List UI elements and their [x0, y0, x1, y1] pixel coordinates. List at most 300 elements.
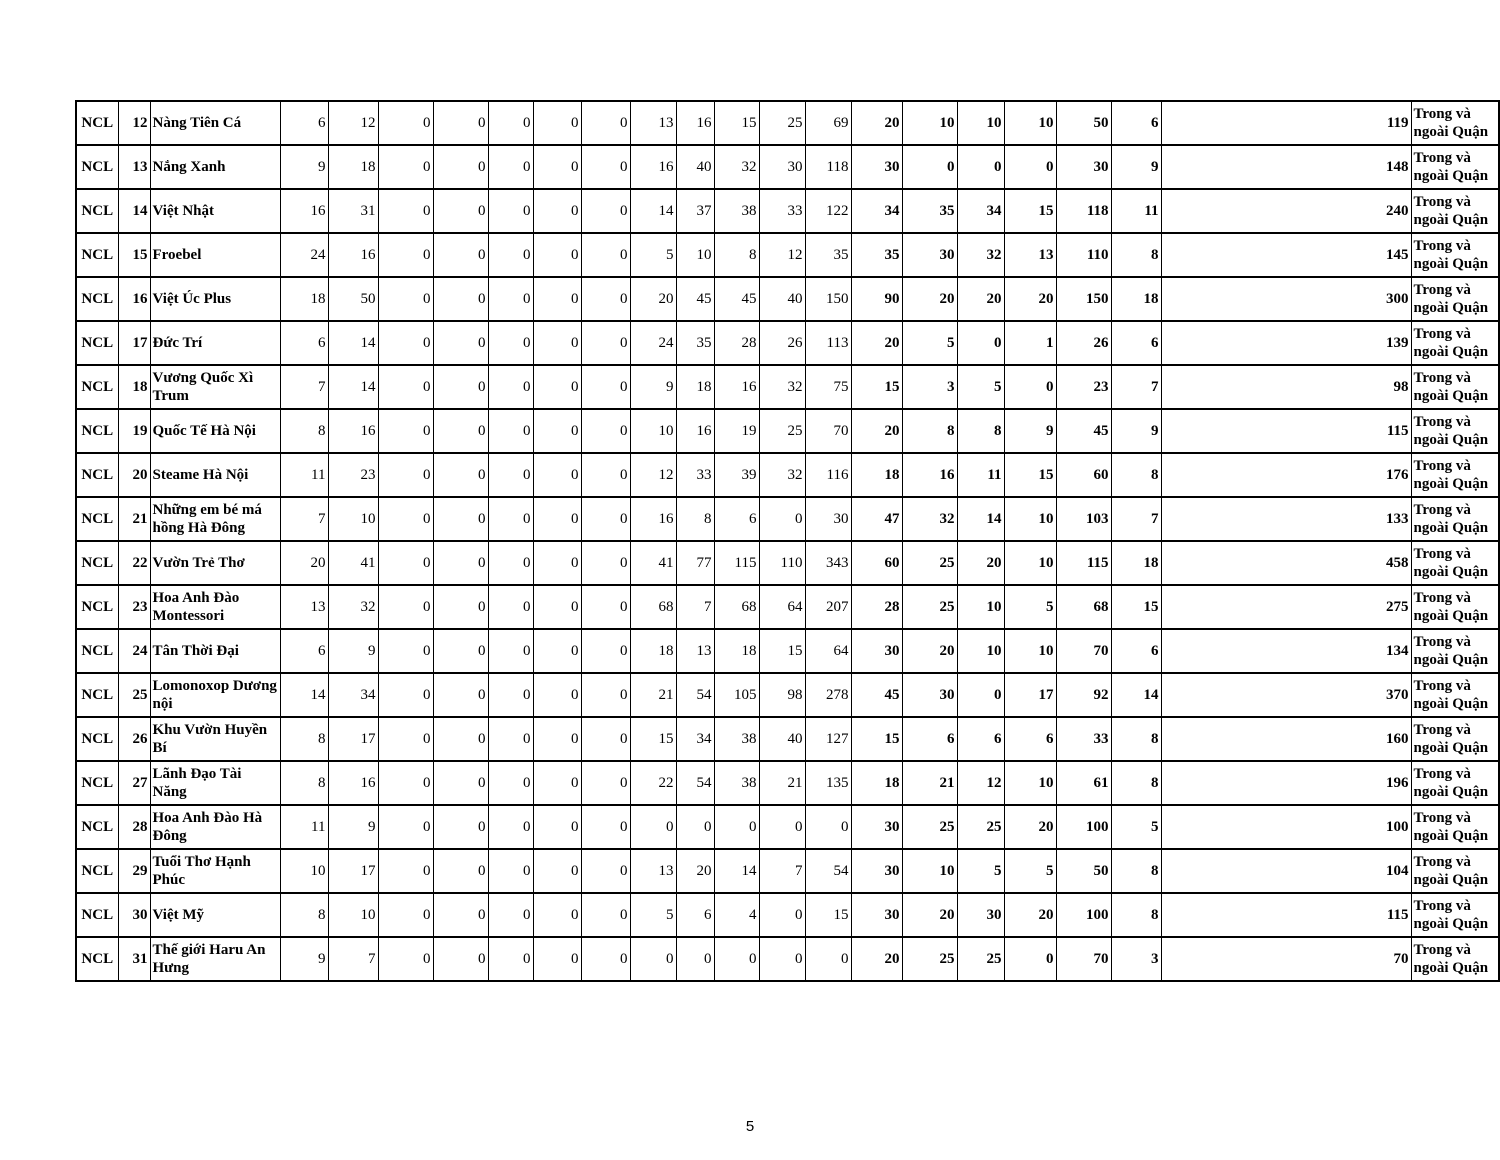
school-type-cell: NCL — [76, 673, 118, 717]
value-cell: 35 — [902, 189, 957, 233]
value-cell: 8 — [1111, 761, 1161, 805]
value-cell: 30 — [902, 673, 957, 717]
value-cell: 133 — [1161, 497, 1411, 541]
school-name-cell: Việt Úc Plus — [150, 277, 280, 321]
value-cell: 10 — [957, 585, 1004, 629]
value-cell: 50 — [1056, 849, 1111, 893]
value-cell: 3 — [902, 365, 957, 409]
value-cell: 20 — [676, 849, 714, 893]
school-type-cell: NCL — [76, 321, 118, 365]
value-cell: 90 — [851, 277, 902, 321]
value-cell: 30 — [759, 145, 805, 189]
school-type-cell: NCL — [76, 937, 118, 981]
value-cell: 13 — [630, 849, 676, 893]
value-cell: 278 — [805, 673, 851, 717]
value-cell: 113 — [805, 321, 851, 365]
value-cell: 18 — [676, 365, 714, 409]
value-cell: 98 — [1161, 365, 1411, 409]
area-cell: Trong và ngoài Quận — [1411, 145, 1499, 189]
value-cell: 110 — [1056, 233, 1111, 277]
value-cell: 9 — [1004, 409, 1056, 453]
value-cell: 15 — [1111, 585, 1161, 629]
value-cell: 275 — [1161, 585, 1411, 629]
value-cell: 0 — [581, 541, 630, 585]
value-cell: 8 — [1111, 893, 1161, 937]
value-cell: 0 — [533, 189, 581, 233]
table-row — [76, 189, 1499, 233]
school-type-cell: NCL — [76, 101, 118, 145]
value-cell: 0 — [581, 585, 630, 629]
value-cell: 0 — [378, 717, 433, 761]
value-cell: 0 — [581, 629, 630, 673]
value-cell: 100 — [1056, 893, 1111, 937]
value-cell: 12 — [957, 761, 1004, 805]
value-cell: 0 — [378, 805, 433, 849]
value-cell: 0 — [378, 453, 433, 497]
page-number: 5 — [745, 1118, 755, 1135]
value-cell: 11 — [1111, 189, 1161, 233]
value-cell: 20 — [851, 409, 902, 453]
value-cell: 0 — [581, 277, 630, 321]
table-row — [76, 893, 1499, 937]
value-cell: 14 — [328, 365, 378, 409]
value-cell: 0 — [533, 277, 581, 321]
value-cell: 68 — [630, 585, 676, 629]
value-cell: 31 — [328, 189, 378, 233]
value-cell: 32 — [328, 585, 378, 629]
value-cell: 0 — [630, 937, 676, 981]
row-number-cell: 30 — [118, 893, 150, 937]
value-cell: 30 — [851, 893, 902, 937]
value-cell: 0 — [488, 893, 533, 937]
value-cell: 0 — [488, 673, 533, 717]
value-cell: 32 — [759, 453, 805, 497]
value-cell: 0 — [378, 849, 433, 893]
value-cell: 45 — [1056, 409, 1111, 453]
value-cell: 8 — [957, 409, 1004, 453]
value-cell: 0 — [533, 937, 581, 981]
value-cell: 0 — [533, 453, 581, 497]
value-cell: 45 — [676, 277, 714, 321]
value-cell: 0 — [759, 805, 805, 849]
value-cell: 8 — [280, 893, 328, 937]
table-row — [76, 453, 1499, 497]
value-cell: 54 — [676, 673, 714, 717]
value-cell: 0 — [759, 893, 805, 937]
value-cell: 0 — [533, 761, 581, 805]
value-cell: 12 — [630, 453, 676, 497]
value-cell: 50 — [1056, 101, 1111, 145]
value-cell: 33 — [759, 189, 805, 233]
value-cell: 20 — [902, 629, 957, 673]
value-cell: 0 — [630, 805, 676, 849]
value-cell: 18 — [328, 145, 378, 189]
school-type-cell: NCL — [76, 541, 118, 585]
value-cell: 8 — [1111, 233, 1161, 277]
value-cell: 0 — [433, 541, 488, 585]
value-cell: 9 — [1111, 409, 1161, 453]
school-name-cell: Tuổi Thơ Hạnh Phúc — [150, 849, 280, 893]
value-cell: 0 — [533, 409, 581, 453]
value-cell: 0 — [433, 761, 488, 805]
value-cell: 458 — [1161, 541, 1411, 585]
value-cell: 6 — [902, 717, 957, 761]
value-cell: 0 — [488, 101, 533, 145]
value-cell: 45 — [714, 277, 759, 321]
value-cell: 0 — [433, 673, 488, 717]
row-number-cell: 19 — [118, 409, 150, 453]
value-cell: 10 — [1004, 629, 1056, 673]
value-cell: 15 — [851, 717, 902, 761]
value-cell: 0 — [581, 497, 630, 541]
value-cell: 18 — [851, 453, 902, 497]
value-cell: 6 — [1111, 101, 1161, 145]
value-cell: 16 — [328, 233, 378, 277]
value-cell: 15 — [805, 893, 851, 937]
value-cell: 8 — [280, 761, 328, 805]
value-cell: 0 — [533, 717, 581, 761]
value-cell: 8 — [902, 409, 957, 453]
value-cell: 115 — [1056, 541, 1111, 585]
value-cell: 0 — [433, 805, 488, 849]
value-cell: 13 — [280, 585, 328, 629]
table-row — [76, 761, 1499, 805]
value-cell: 7 — [328, 937, 378, 981]
value-cell: 70 — [1161, 937, 1411, 981]
value-cell: 50 — [328, 277, 378, 321]
value-cell: 61 — [1056, 761, 1111, 805]
value-cell: 10 — [328, 497, 378, 541]
value-cell: 7 — [759, 849, 805, 893]
value-cell: 0 — [533, 497, 581, 541]
value-cell: 0 — [378, 761, 433, 805]
row-number-cell: 23 — [118, 585, 150, 629]
value-cell: 0 — [581, 321, 630, 365]
area-cell: Trong và ngoài Quận — [1411, 805, 1499, 849]
value-cell: 0 — [378, 321, 433, 365]
value-cell: 0 — [759, 497, 805, 541]
value-cell: 0 — [488, 365, 533, 409]
area-cell: Trong và ngoài Quận — [1411, 541, 1499, 585]
value-cell: 0 — [378, 409, 433, 453]
value-cell: 0 — [1004, 937, 1056, 981]
value-cell: 8 — [1111, 717, 1161, 761]
value-cell: 0 — [488, 585, 533, 629]
value-cell: 21 — [902, 761, 957, 805]
value-cell: 15 — [1004, 453, 1056, 497]
value-cell: 116 — [805, 453, 851, 497]
value-cell: 34 — [328, 673, 378, 717]
value-cell: 160 — [1161, 717, 1411, 761]
value-cell: 0 — [533, 849, 581, 893]
value-cell: 0 — [378, 145, 433, 189]
value-cell: 119 — [1161, 101, 1411, 145]
value-cell: 33 — [1056, 717, 1111, 761]
value-cell: 0 — [378, 937, 433, 981]
value-cell: 17 — [1004, 673, 1056, 717]
value-cell: 18 — [851, 761, 902, 805]
value-cell: 7 — [280, 365, 328, 409]
value-cell: 20 — [957, 541, 1004, 585]
value-cell: 25 — [759, 409, 805, 453]
school-name-cell: Froebel — [150, 233, 280, 277]
area-cell: Trong và ngoài Quận — [1411, 673, 1499, 717]
value-cell: 0 — [902, 145, 957, 189]
value-cell: 5 — [630, 893, 676, 937]
value-cell: 122 — [805, 189, 851, 233]
value-cell: 35 — [851, 233, 902, 277]
value-cell: 24 — [630, 321, 676, 365]
area-cell: Trong và ngoài Quận — [1411, 585, 1499, 629]
row-number-cell: 16 — [118, 277, 150, 321]
table-row — [76, 937, 1499, 981]
value-cell: 7 — [1111, 365, 1161, 409]
value-cell: 37 — [676, 189, 714, 233]
value-cell: 18 — [1111, 541, 1161, 585]
value-cell: 30 — [851, 805, 902, 849]
value-cell: 16 — [902, 453, 957, 497]
table-row — [76, 365, 1499, 409]
value-cell: 0 — [581, 453, 630, 497]
school-type-cell: NCL — [76, 277, 118, 321]
table-row — [76, 849, 1499, 893]
value-cell: 8 — [280, 717, 328, 761]
school-type-cell: NCL — [76, 453, 118, 497]
area-cell: Trong và ngoài Quận — [1411, 849, 1499, 893]
value-cell: 26 — [759, 321, 805, 365]
value-cell: 0 — [533, 805, 581, 849]
value-cell: 14 — [1111, 673, 1161, 717]
area-cell: Trong và ngoài Quận — [1411, 409, 1499, 453]
value-cell: 10 — [902, 849, 957, 893]
value-cell: 10 — [1004, 497, 1056, 541]
value-cell: 32 — [902, 497, 957, 541]
value-cell: 9 — [328, 629, 378, 673]
value-cell: 0 — [533, 585, 581, 629]
value-cell: 10 — [902, 101, 957, 145]
value-cell: 18 — [714, 629, 759, 673]
value-cell: 6 — [280, 101, 328, 145]
value-cell: 0 — [433, 893, 488, 937]
table-row — [76, 541, 1499, 585]
value-cell: 0 — [488, 937, 533, 981]
value-cell: 15 — [630, 717, 676, 761]
value-cell: 0 — [433, 497, 488, 541]
value-cell: 0 — [1004, 365, 1056, 409]
value-cell: 0 — [488, 321, 533, 365]
value-cell: 25 — [902, 805, 957, 849]
row-number-cell: 22 — [118, 541, 150, 585]
value-cell: 0 — [433, 409, 488, 453]
value-cell: 9 — [1111, 145, 1161, 189]
value-cell: 14 — [957, 497, 1004, 541]
value-cell: 0 — [957, 321, 1004, 365]
value-cell: 0 — [581, 937, 630, 981]
value-cell: 0 — [378, 365, 433, 409]
value-cell: 240 — [1161, 189, 1411, 233]
value-cell: 20 — [902, 893, 957, 937]
value-cell: 20 — [851, 101, 902, 145]
value-cell: 35 — [805, 233, 851, 277]
value-cell: 45 — [851, 673, 902, 717]
value-cell: 0 — [581, 409, 630, 453]
value-cell: 0 — [378, 233, 433, 277]
value-cell: 0 — [488, 805, 533, 849]
value-cell: 28 — [714, 321, 759, 365]
value-cell: 20 — [1004, 277, 1056, 321]
value-cell: 40 — [676, 145, 714, 189]
school-name-cell: Quốc Tế Hà Nội — [150, 409, 280, 453]
value-cell: 0 — [378, 585, 433, 629]
value-cell: 30 — [1056, 145, 1111, 189]
value-cell: 20 — [280, 541, 328, 585]
value-cell: 10 — [328, 893, 378, 937]
row-number-cell: 15 — [118, 233, 150, 277]
table-row — [76, 321, 1499, 365]
value-cell: 40 — [759, 277, 805, 321]
value-cell: 64 — [805, 629, 851, 673]
value-cell: 6 — [1111, 321, 1161, 365]
row-number-cell: 21 — [118, 497, 150, 541]
value-cell: 30 — [851, 629, 902, 673]
school-name-cell: Tân Thời Đại — [150, 629, 280, 673]
value-cell: 54 — [805, 849, 851, 893]
value-cell: 135 — [805, 761, 851, 805]
value-cell: 0 — [488, 409, 533, 453]
area-cell: Trong và ngoài Quận — [1411, 761, 1499, 805]
value-cell: 30 — [902, 233, 957, 277]
value-cell: 115 — [714, 541, 759, 585]
value-cell: 60 — [1056, 453, 1111, 497]
school-type-cell: NCL — [76, 893, 118, 937]
value-cell: 3 — [1111, 937, 1161, 981]
value-cell: 11 — [280, 453, 328, 497]
value-cell: 7 — [280, 497, 328, 541]
value-cell: 21 — [759, 761, 805, 805]
value-cell: 0 — [581, 849, 630, 893]
school-name-cell: Những em bé má hồng Hà Đông — [150, 497, 280, 541]
value-cell: 38 — [714, 717, 759, 761]
value-cell: 13 — [676, 629, 714, 673]
value-cell: 0 — [676, 937, 714, 981]
value-cell: 105 — [714, 673, 759, 717]
value-cell: 20 — [902, 277, 957, 321]
value-cell: 9 — [328, 805, 378, 849]
value-cell: 0 — [433, 849, 488, 893]
school-enrollment-table — [75, 100, 1500, 982]
value-cell: 14 — [714, 849, 759, 893]
value-cell: 0 — [433, 189, 488, 233]
value-cell: 0 — [433, 145, 488, 189]
value-cell: 115 — [1161, 893, 1411, 937]
value-cell: 30 — [851, 145, 902, 189]
value-cell: 16 — [630, 497, 676, 541]
school-name-cell: Khu Vườn Huyền Bí — [150, 717, 280, 761]
value-cell: 20 — [1004, 893, 1056, 937]
value-cell: 0 — [957, 145, 1004, 189]
value-cell: 0 — [533, 629, 581, 673]
value-cell: 10 — [1004, 761, 1056, 805]
area-cell: Trong và ngoài Quận — [1411, 893, 1499, 937]
row-number-cell: 27 — [118, 761, 150, 805]
value-cell: 20 — [630, 277, 676, 321]
school-name-cell: Vương Quốc Xì Trum — [150, 365, 280, 409]
value-cell: 0 — [378, 497, 433, 541]
value-cell: 0 — [957, 673, 1004, 717]
value-cell: 20 — [851, 937, 902, 981]
value-cell: 16 — [280, 189, 328, 233]
value-cell: 115 — [1161, 409, 1411, 453]
value-cell: 39 — [714, 453, 759, 497]
value-cell: 5 — [902, 321, 957, 365]
value-cell: 16 — [328, 409, 378, 453]
value-cell: 9 — [280, 145, 328, 189]
value-cell: 0 — [488, 189, 533, 233]
value-cell: 6 — [676, 893, 714, 937]
value-cell: 0 — [488, 717, 533, 761]
value-cell: 69 — [805, 101, 851, 145]
value-cell: 4 — [714, 893, 759, 937]
value-cell: 370 — [1161, 673, 1411, 717]
value-cell: 16 — [676, 101, 714, 145]
value-cell: 64 — [759, 585, 805, 629]
value-cell: 11 — [957, 453, 1004, 497]
value-cell: 14 — [280, 673, 328, 717]
value-cell: 8 — [280, 409, 328, 453]
value-cell: 25 — [957, 805, 1004, 849]
value-cell: 118 — [1056, 189, 1111, 233]
value-cell: 104 — [1161, 849, 1411, 893]
value-cell: 0 — [533, 101, 581, 145]
value-cell: 20 — [957, 277, 1004, 321]
value-cell: 20 — [851, 321, 902, 365]
value-cell: 118 — [805, 145, 851, 189]
area-cell: Trong và ngoài Quận — [1411, 321, 1499, 365]
value-cell: 10 — [957, 101, 1004, 145]
value-cell: 6 — [1111, 629, 1161, 673]
value-cell: 6 — [280, 629, 328, 673]
value-cell: 24 — [280, 233, 328, 277]
school-name-cell: Lãnh Đạo Tài Năng — [150, 761, 280, 805]
value-cell: 0 — [488, 541, 533, 585]
value-cell: 41 — [328, 541, 378, 585]
value-cell: 0 — [581, 717, 630, 761]
value-cell: 110 — [759, 541, 805, 585]
value-cell: 12 — [759, 233, 805, 277]
value-cell: 70 — [1056, 629, 1111, 673]
value-cell: 5 — [957, 849, 1004, 893]
value-cell: 0 — [488, 277, 533, 321]
value-cell: 41 — [630, 541, 676, 585]
value-cell: 0 — [1004, 145, 1056, 189]
value-cell: 0 — [676, 805, 714, 849]
value-cell: 6 — [714, 497, 759, 541]
value-cell: 25 — [902, 585, 957, 629]
value-cell: 0 — [533, 893, 581, 937]
value-cell: 18 — [280, 277, 328, 321]
value-cell: 6 — [280, 321, 328, 365]
table-row — [76, 233, 1499, 277]
value-cell: 54 — [676, 761, 714, 805]
value-cell: 134 — [1161, 629, 1411, 673]
value-cell: 0 — [581, 365, 630, 409]
row-number-cell: 14 — [118, 189, 150, 233]
school-type-cell: NCL — [76, 717, 118, 761]
row-number-cell: 17 — [118, 321, 150, 365]
value-cell: 0 — [433, 233, 488, 277]
table-row — [76, 409, 1499, 453]
value-cell: 100 — [1161, 805, 1411, 849]
